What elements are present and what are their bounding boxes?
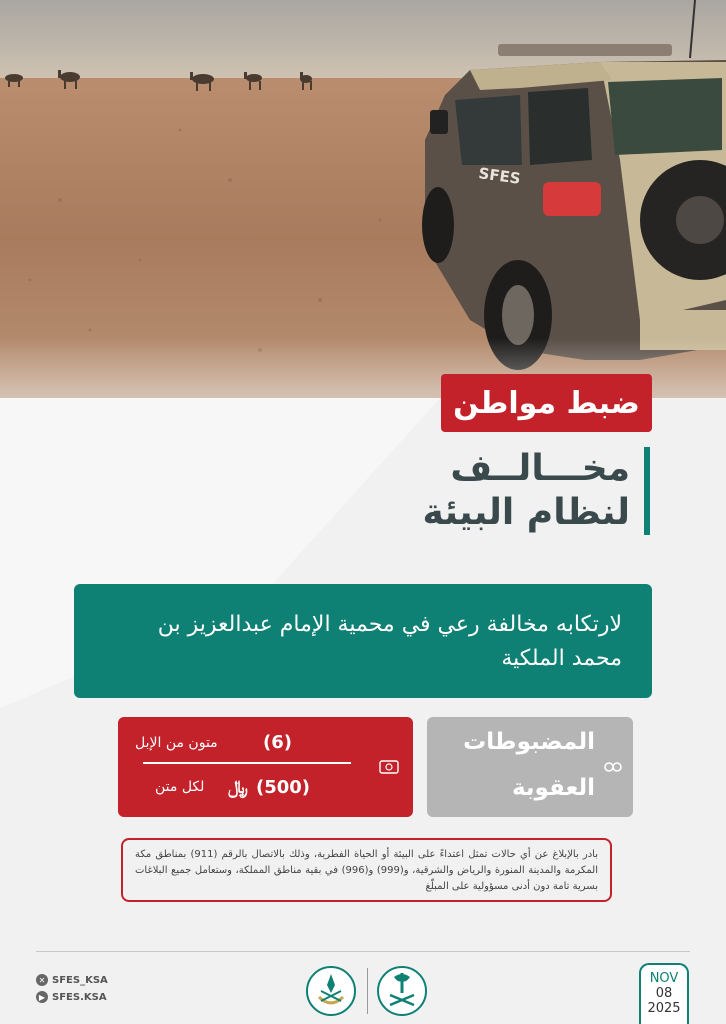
emblem-separator — [367, 968, 368, 1014]
date-month: NOV — [649, 971, 679, 986]
hero-photo — [0, 0, 726, 398]
penalty-amount: (500) — [256, 777, 311, 798]
youtube-icon: ▶ — [36, 991, 48, 1003]
date-year: 2025 — [647, 1001, 681, 1016]
details-divider — [143, 762, 351, 764]
handcuffs-icon — [604, 758, 622, 776]
riyal-icon: ﷼ — [228, 777, 248, 798]
date-badge — [639, 963, 689, 1024]
details-panel — [118, 717, 413, 817]
footer-divider — [36, 951, 690, 952]
penalty-label: العقوبة — [511, 775, 595, 801]
social-youtube[interactable] — [36, 991, 107, 1003]
penalty-unit: لكل متن — [155, 779, 205, 795]
status-badge: ضبط مواطن — [441, 374, 652, 432]
sfes-emblem-icon — [305, 965, 357, 1017]
report-notice: بادر بالإبلاغ عن أي حالات تمثل اعتداءً على البيئة أو الحياة الفطرية، وذلك بالاتصال بالرقم (911) بمناطق مكة المكرمة والمدينة المنورة والرياض والشرقية، و(999) و(996) في بقية مناطق المملكة، وستعامل جميع البلاغات بسرية تامة دون أدنى مسؤولية على المبلّغ — [121, 838, 612, 902]
violation-description: لارتكابه مخالفة رعي في محمية الإمام عبدالعزيز بن محمد الملكية — [74, 584, 652, 698]
title-line-1: مخـــالــف — [450, 448, 630, 489]
social-x[interactable] — [36, 974, 108, 986]
seized-unit: متون من الإبل — [135, 735, 218, 751]
x-handle: SFES_KSA — [52, 974, 108, 986]
saudi-emblem-icon — [376, 965, 428, 1017]
labels-panel — [427, 717, 633, 817]
title-line-2: لنظام البيئة — [422, 492, 630, 533]
seized-label: المضبوطات — [463, 729, 595, 755]
money-icon — [379, 759, 399, 775]
youtube-handle: SFES.KSA — [52, 991, 107, 1003]
page-title — [423, 447, 651, 535]
date-day: 08 — [655, 986, 673, 1001]
seized-count: (6) — [263, 732, 292, 753]
x-icon: ✕ — [36, 974, 48, 986]
